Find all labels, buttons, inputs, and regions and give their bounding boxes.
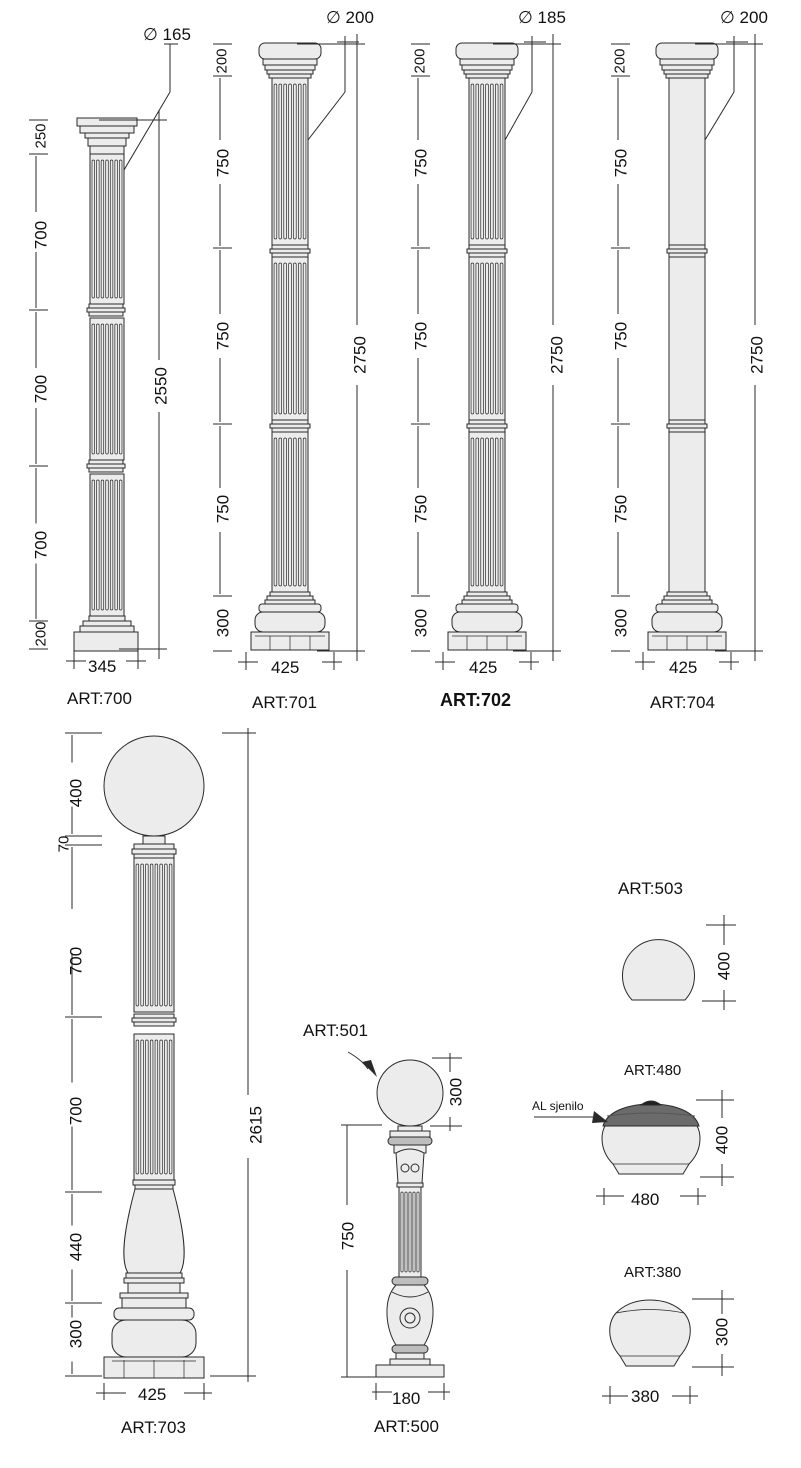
art700-width-label: 345 <box>88 657 117 676</box>
art704-diameter-label: ∅ 200 <box>720 8 768 27</box>
art704-segment-label-5: 300 <box>611 608 631 638</box>
art702-diameter-label: ∅ 185 <box>518 8 566 27</box>
art702-segment-label-2: 750 <box>411 148 431 178</box>
art503-globe <box>623 940 695 1000</box>
art700-segment-label-1: 250 <box>32 123 50 149</box>
art704-height-label: 2750 <box>747 336 767 374</box>
art703-segment-label-1: 400 <box>66 778 86 808</box>
art703-segment-label-4: 700 <box>66 1096 86 1126</box>
art703-lamp-column <box>104 736 204 1378</box>
art702-title: ART:702 <box>440 690 512 710</box>
art702-column <box>448 43 526 650</box>
art380-title: ART:380 <box>624 1264 682 1281</box>
art700-diameter-label: ∅ 165 <box>143 25 191 44</box>
art702-width-label: 425 <box>469 658 498 677</box>
art704-segment-label-4: 750 <box>611 494 631 524</box>
art703-segment-label-5: 440 <box>66 1232 86 1262</box>
art480-title: ART:480 <box>624 1062 682 1079</box>
art700-title: ART:700 <box>67 689 132 708</box>
art380-height-label: 300 <box>712 1317 732 1347</box>
art480-note-label: AL sjenilo <box>532 1099 584 1113</box>
art700-segment-label-3: 700 <box>31 374 51 404</box>
art500-height-label: 750 <box>338 1221 358 1251</box>
art703-segment-label-3: 700 <box>66 946 86 976</box>
art501-title: ART:501 <box>303 1021 368 1040</box>
art380-width-label: 380 <box>631 1387 660 1406</box>
art702-height-label: 2750 <box>547 336 567 374</box>
art701-segment-label-2: 750 <box>213 148 233 178</box>
art701-column <box>251 43 329 650</box>
art503-height-label: 400 <box>714 951 734 981</box>
art702-segment-label-4: 750 <box>411 494 431 524</box>
art701-title: ART:701 <box>252 693 317 712</box>
art704-column <box>648 43 726 650</box>
art701-segment-label-3: 750 <box>213 321 233 351</box>
art700-segment-label-4: 700 <box>31 530 51 560</box>
art503-title: ART:503 <box>618 879 683 898</box>
art704-segment-label-1: 200 <box>611 48 629 74</box>
art702-segment-label-3: 750 <box>411 321 431 351</box>
art701-diameter-label: ∅ 200 <box>326 8 374 27</box>
art480-width-label: 480 <box>631 1190 660 1209</box>
art702-segment-label-1: 200 <box>411 48 429 74</box>
art480-lamp <box>602 1101 700 1174</box>
art700-segment-label-2: 700 <box>31 220 51 250</box>
art704-segment-label-2: 750 <box>611 148 631 178</box>
art704-width-label: 425 <box>669 658 698 677</box>
art701-segment-label-1: 200 <box>213 48 231 74</box>
art701-segment-label-4: 750 <box>213 494 233 524</box>
art480-height-label: 400 <box>712 1125 732 1155</box>
art703-segment-label-6: 300 <box>66 1319 86 1349</box>
art701-height-label: 2750 <box>350 336 370 374</box>
art380-lamp <box>610 1300 691 1366</box>
art701-width-label: 425 <box>271 658 300 677</box>
art704-segment-label-3: 750 <box>611 321 631 351</box>
art702-segment-label-5: 300 <box>411 608 431 638</box>
art704-title: ART:704 <box>650 693 715 712</box>
art700-column <box>74 44 178 651</box>
art500-width-label: 180 <box>392 1389 421 1408</box>
art700-height-label: 2550 <box>151 367 171 405</box>
art703-width-label: 425 <box>138 1385 167 1404</box>
art501-height-label: 300 <box>446 1077 466 1107</box>
art701-segment-label-5: 300 <box>213 608 233 638</box>
art700-segment-label-5: 200 <box>32 621 50 647</box>
art500-title: ART:500 <box>374 1417 439 1436</box>
art703-height-label: 2615 <box>246 1106 266 1144</box>
art703-title: ART:703 <box>121 1418 186 1437</box>
art500-ornamental-post <box>376 1060 444 1377</box>
art703-segment-label-2: 70 <box>55 835 73 853</box>
